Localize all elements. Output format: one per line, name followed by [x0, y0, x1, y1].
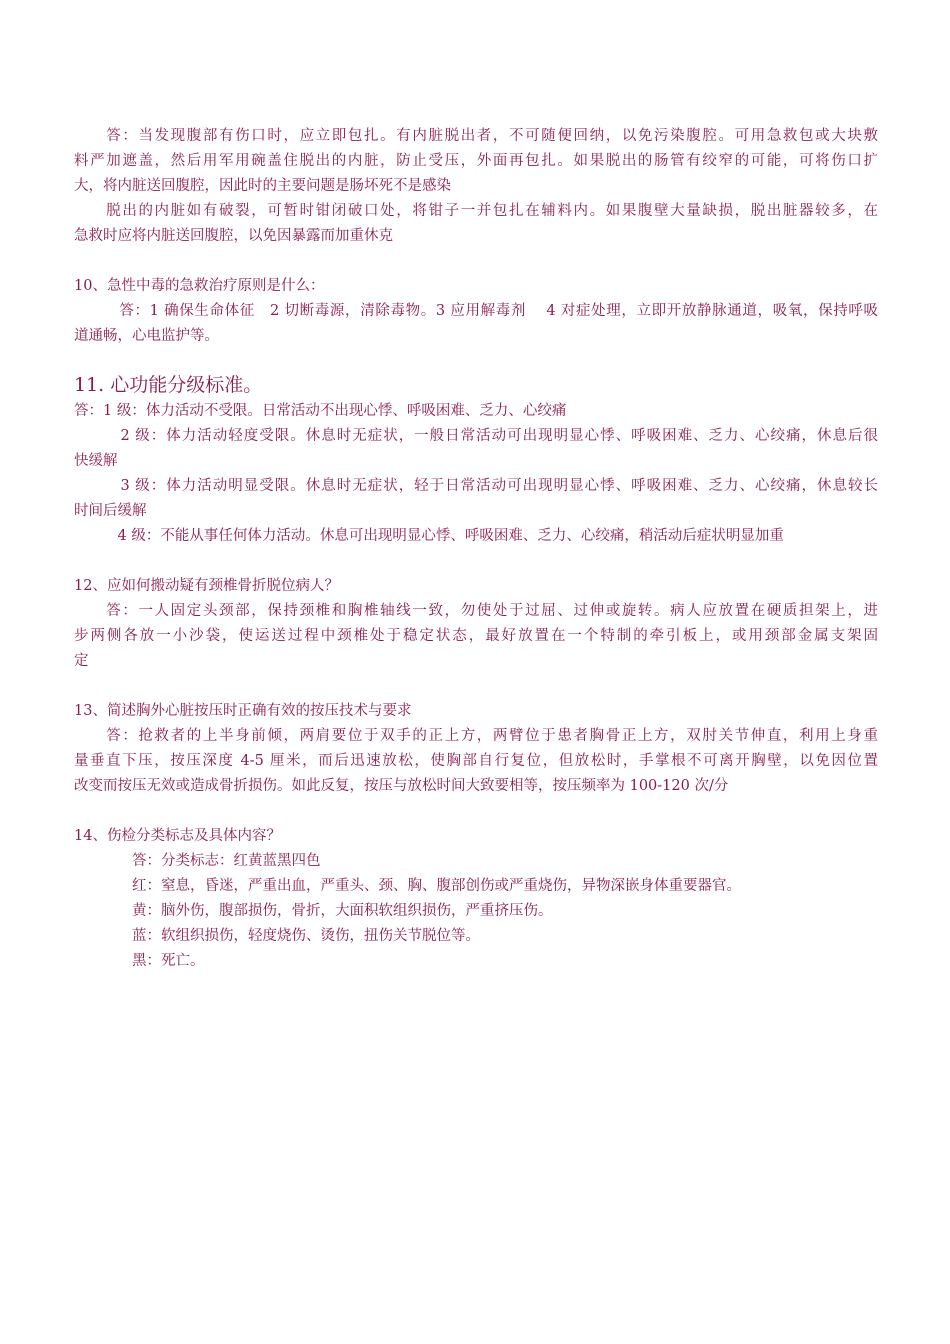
s10-question: 10、急性中毒的急救治疗原则是什么： [74, 278, 325, 294]
s11-line-2: 2 级：体力活动轻度受限。休息时无症状，一般日常活动可出现明显心悸、呼吸困难、乏力、心绞痛，休息后很 [74, 428, 878, 444]
s10-line-2: 道通畅，心电监护等。 [74, 328, 219, 344]
s14-line-1: 答：分类标志：红黄蓝黑四色 [74, 853, 321, 869]
s11-line-5: 时间后缓解 [74, 503, 147, 519]
s12-line-3: 定 [74, 653, 89, 669]
s9-line-1: 答：当发现腹部有伤口时，应立即包扎。有内脏脱出者，不可随便回纳，以免污染腹腔。可用急救包或大块敷 [74, 128, 878, 144]
s9-line-3: 大，将内脏送回腹腔，因此时的主要问题是肠坏死不是感染 [74, 178, 451, 194]
s11-line-3: 快缓解 [74, 453, 118, 469]
s11-question: 11. 心功能分级标准。 [74, 374, 263, 396]
s11-line-6: 4 级：不能从事任何体力活动。休息可出现明显心悸、呼吸困难、乏力、心绞痛，稍活动后症状明显加重 [74, 528, 784, 544]
s10-line-1: 答：1 确保生命体征 2 切断毒源，清除毒物。3 应用解毒剂 4 对症处理，立即开放静脉通道，吸氧，保持呼吸 [74, 303, 878, 319]
s13-question: 13、简述胸外心脏按压时正确有效的按压技术与要求 [74, 703, 412, 719]
s11-line-1: 答：1 级：体力活动不受限。日常活动不出现心悸、呼吸困难、乏力、心绞痛 [74, 403, 567, 419]
s13-line-2: 量垂直下压，按压深度 4-5 厘米，而后迅速放松，使胸部自行复位，但放松时，手掌根不可离开胸壁，以免因位置 [74, 753, 878, 769]
s11-line-4: 3 级：体力活动明显受限。休息时无症状，轻于日常活动可出现明显心悸、呼吸困难、乏力、心绞痛，休息较长 [74, 478, 878, 494]
s14-line-3: 黄：脑外伤，腹部损伤，骨折，大面积软组织损伤，严重挤压伤。 [74, 903, 553, 919]
s13-line-1: 答：抢救者的上半身前倾，两肩要位于双手的正上方，两臂位于患者胸骨正上方，双肘关节伸直，利用上身重 [74, 728, 878, 744]
s14-question: 14、伤检分类标志及具体内容？ [74, 828, 281, 844]
s9-line-5: 急救时应将内脏送回腹腔，以免因暴露而加重休克 [74, 228, 393, 244]
s12-line-2: 步两侧各放一小沙袋，使运送过程中颈椎处于稳定状态，最好放置在一个特制的牵引板上，或用颈部金属支架固 [74, 628, 878, 644]
s14-line-2: 红：窒息，昏迷，严重出血，严重头、颈、胸、腹部创伤或严重烧伤，异物深嵌身体重要器官。 [74, 878, 741, 894]
s12-line-1: 答：一人固定头颈部，保持颈椎和胸椎轴线一致，勿使处于过屈、过伸或旋转。病人应放置在硬质担架上，进 [74, 603, 878, 619]
s9-line-4: 脱出的内脏如有破裂，可暂时钳闭破口处，将钳子一并包扎在辅料内。如果腹壁大量缺损，脱出脏器较多，在 [74, 203, 878, 219]
s14-line-4: 蓝：软组织损伤，轻度烧伤、烫伤，扭伤关节脱位等。 [74, 928, 480, 944]
s12-question: 12、应如何搬动疑有颈椎骨折脱位病人？ [74, 578, 339, 594]
s14-line-5: 黑：死亡。 [74, 953, 205, 969]
s9-line-2: 料严加遮盖，然后用军用碗盖住脱出的内脏，防止受压，外面再包扎。如果脱出的肠管有绞窄的可能，可将伤口扩 [74, 153, 878, 169]
s13-line-3: 改变而按压无效或造成骨折损伤。如此反复，按压与放松时间大致要相等，按压频率为 100-120 次/分 [74, 778, 729, 794]
